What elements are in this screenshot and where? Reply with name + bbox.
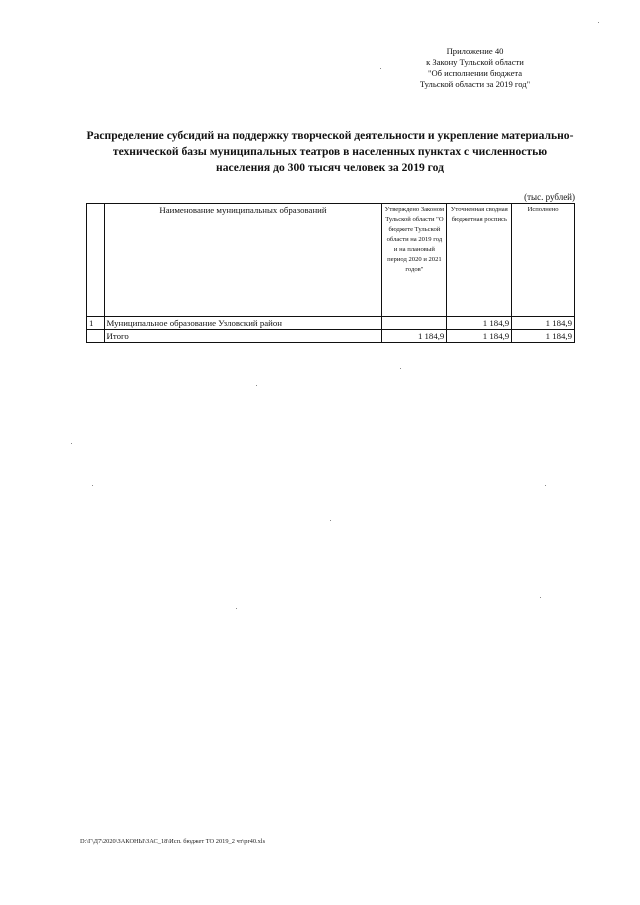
row-refined: 1 184,9 bbox=[447, 317, 512, 330]
appendix-line-3: "Об исполнении бюджета bbox=[427, 68, 523, 78]
appendix-line-4: Тульской области за 2019 год" bbox=[419, 79, 531, 89]
appendix-line-2: к Закону Тульской области bbox=[426, 57, 524, 67]
header-refined: Уточненная сводная бюджетная роспись bbox=[447, 204, 512, 317]
row-executed: 1 184,9 bbox=[512, 317, 575, 330]
appendix-header bbox=[400, 46, 550, 90]
scan-speck bbox=[330, 520, 331, 521]
table-row bbox=[87, 317, 575, 330]
row-approved bbox=[382, 317, 447, 330]
title-line-2: технической базы муниципальных театров в населенных пунктах с численностью bbox=[112, 145, 548, 158]
scan-speck bbox=[540, 597, 541, 598]
row-number: 1 bbox=[87, 317, 105, 330]
row-name: Муниципальное образование Узловский район bbox=[104, 317, 382, 330]
header-number bbox=[87, 204, 105, 317]
header-approved: Утверждено Законом Тульской области "О бюджете Тульской области на 2019 год и на плановый период 2020 и 2021 годов" bbox=[382, 204, 447, 317]
total-refined: 1 184,9 bbox=[447, 330, 512, 343]
table-total-row bbox=[87, 330, 575, 343]
total-number bbox=[87, 330, 105, 343]
header-executed: Исполнено bbox=[512, 204, 575, 317]
total-executed: 1 184,9 bbox=[512, 330, 575, 343]
table-header-row bbox=[87, 204, 575, 317]
file-path-footer: D:\Г\Д7\2020\ЗАКОНЫ\ЗАС_18\Исп. бюджет ТО 2019_2 чт\pr40.xls bbox=[80, 838, 266, 845]
scan-speck bbox=[71, 443, 72, 444]
scan-speck bbox=[256, 385, 257, 386]
scan-speck bbox=[598, 22, 599, 23]
title-line-1: Распределение субсидий на поддержку творческой деятельности и укрепление материально- bbox=[86, 129, 574, 142]
scan-speck bbox=[545, 485, 546, 486]
total-approved: 1 184,9 bbox=[382, 330, 447, 343]
title-line-3: населения до 300 тысяч человек за 2019 год bbox=[216, 161, 444, 174]
units-label: (тыс. рублей) bbox=[524, 192, 575, 202]
scan-speck bbox=[236, 608, 237, 609]
document-title bbox=[60, 128, 600, 176]
header-name: Наименование муниципальных образований bbox=[104, 204, 382, 317]
total-name: Итого bbox=[104, 330, 382, 343]
appendix-line-1: Приложение 40 bbox=[446, 46, 504, 56]
scan-speck bbox=[92, 485, 93, 486]
subsidy-table bbox=[86, 203, 575, 343]
scan-speck bbox=[400, 368, 401, 369]
scan-speck bbox=[380, 68, 381, 69]
